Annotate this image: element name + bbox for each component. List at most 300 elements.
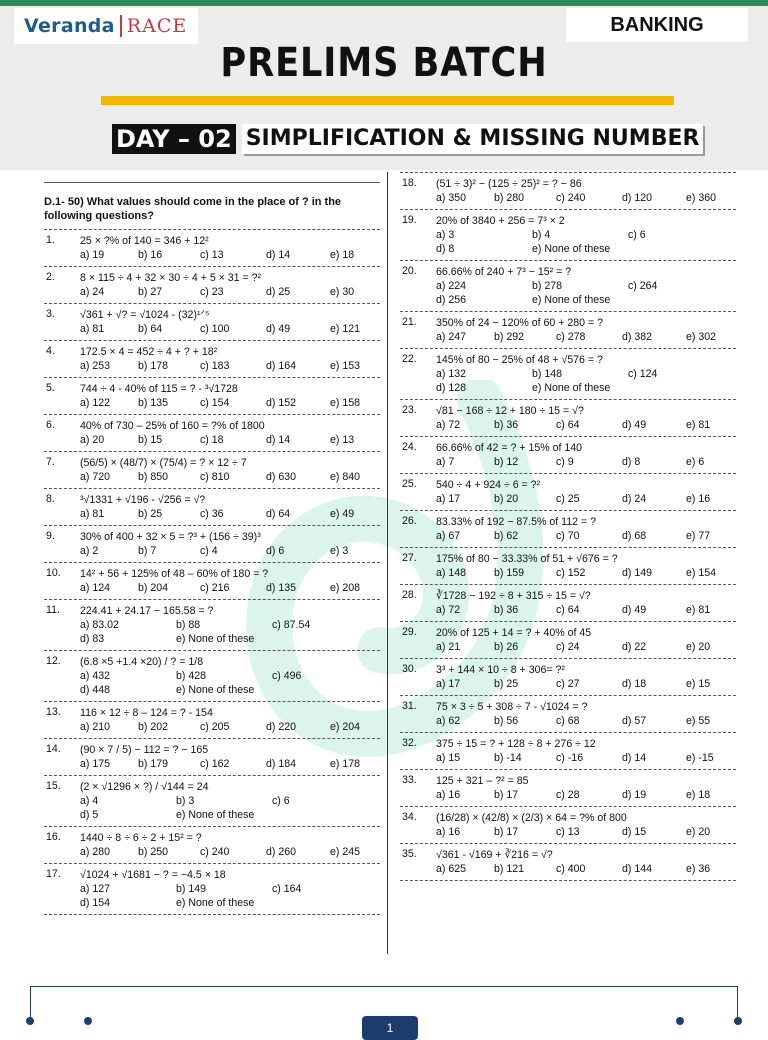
- answer-option: d) 68: [622, 530, 647, 542]
- question-number: 15.: [46, 780, 61, 792]
- day-label: DAY – 02: [112, 124, 236, 154]
- question-text: √81 − 168 ÷ 12 + 180 ÷ 15 = √?: [436, 405, 584, 417]
- answer-options: [80, 433, 380, 447]
- answer-option: d) 8: [436, 243, 455, 255]
- answer-options: [436, 566, 736, 580]
- answer-option: c) 240: [556, 192, 586, 204]
- answer-option: c) 164: [272, 883, 302, 895]
- answer-option: c) 810: [200, 471, 230, 483]
- answer-option: d) 5: [80, 809, 99, 821]
- answer-option: a) 224: [436, 280, 467, 292]
- question-text: 175% of 80 − 33.33% of 51 + √676 = ?: [436, 553, 618, 565]
- question-text: 145% of 80 − 25% of 48 + √576 = ?: [436, 354, 603, 366]
- question-item: [400, 696, 736, 733]
- question-item: [44, 702, 380, 739]
- question-item: [44, 600, 380, 651]
- answer-option: c) 183: [200, 360, 230, 372]
- answer-option: b) 4: [532, 229, 551, 241]
- answer-option: d) 448: [80, 684, 111, 696]
- question-text: (90 × 7 / 5) − 112 = ? − 165: [80, 744, 209, 756]
- answer-option: c) 154: [200, 397, 230, 409]
- answer-option: b) 179: [138, 758, 169, 770]
- question-number: 24.: [402, 441, 417, 453]
- question-number: 19.: [402, 214, 417, 226]
- answer-options: [436, 640, 736, 654]
- answer-options: [436, 529, 736, 543]
- answer-option: a) 253: [80, 360, 111, 372]
- answer-option: e) 178: [330, 758, 361, 770]
- answer-options: [80, 757, 380, 771]
- question-item: [400, 349, 736, 400]
- answer-options: [80, 618, 380, 646]
- answer-options: [80, 794, 380, 822]
- answer-option: a) 81: [80, 323, 105, 335]
- question-text: (2 × √1296 × ?) / √144 = 24: [80, 781, 209, 793]
- answer-option: a) 625: [436, 863, 467, 875]
- answer-option: c) 240: [200, 846, 230, 858]
- answer-option: b) 17: [494, 826, 519, 838]
- answer-option: e) 55: [686, 715, 711, 727]
- answer-option: c) 18: [200, 434, 224, 446]
- question-item: [44, 230, 380, 267]
- question-number: 2.: [46, 271, 55, 283]
- question-number: 30.: [402, 663, 417, 675]
- answer-option: d) 154: [80, 897, 111, 909]
- answer-option: a) 81: [80, 508, 105, 520]
- answer-option: c) 496: [272, 670, 302, 682]
- question-item: [44, 827, 380, 864]
- answer-option: b) 148: [532, 368, 563, 380]
- answer-option: e) None of these: [176, 684, 255, 696]
- question-number: 35.: [402, 848, 417, 860]
- answer-option: b) 292: [494, 331, 525, 343]
- question-item: [44, 489, 380, 526]
- answer-option: d) 120: [622, 192, 653, 204]
- question-item: [44, 526, 380, 563]
- question-text: 66.66% of 42 = ? + 15% of 140: [436, 442, 583, 454]
- answer-option: a) 20: [80, 434, 105, 446]
- answer-options: [436, 330, 736, 344]
- answer-options: [80, 248, 380, 262]
- answer-options: [80, 882, 380, 910]
- question-text: 25 × ?% of 140 = 346 + 12²: [80, 235, 209, 247]
- page-number: 1: [362, 1016, 418, 1040]
- question-text: 40% of 730 – 25% of 160 = ?% of 1800: [80, 420, 265, 432]
- answer-options: [436, 228, 736, 256]
- question-item: [400, 733, 736, 770]
- question-text: (6.8 ×5 +1.4 ×20) / ? = 1/8: [80, 656, 204, 668]
- right-question-list: [400, 172, 736, 881]
- answer-option: a) 122: [80, 397, 111, 409]
- answer-option: a) 148: [436, 567, 467, 579]
- answer-options: [80, 845, 380, 859]
- question-text: 83.33% of 192 − 87.5% of 112 = ?: [436, 516, 597, 528]
- answer-option: a) 72: [436, 604, 461, 616]
- logo-veranda-text: Veranda: [24, 15, 115, 37]
- answer-option: d) 14: [266, 249, 291, 261]
- answer-options: [436, 825, 736, 839]
- answer-option: c) 4: [200, 545, 218, 557]
- page-title: PRELIMS BATCH: [220, 40, 548, 86]
- answer-option: b) 204: [138, 582, 169, 594]
- answer-option: b) 202: [138, 721, 169, 733]
- question-text: 75 × 3 ÷ 5 + 308 ÷ 7 - √1024 = ?: [436, 701, 588, 713]
- answer-options: [436, 418, 736, 432]
- answer-options: [80, 507, 380, 521]
- answer-option: b) 280: [494, 192, 525, 204]
- question-number: 5.: [46, 382, 55, 394]
- answer-option: a) 432: [80, 670, 111, 682]
- answer-option: e) None of these: [532, 243, 611, 255]
- question-text: 540 ÷ 4 + 924 ÷ 6 = ?²: [436, 479, 541, 491]
- answer-option: c) 100: [200, 323, 230, 335]
- question-number: 23.: [402, 404, 417, 416]
- question-text: 744 ÷ 4 - 40% of 115 = ? - ³√1728: [80, 383, 238, 395]
- answer-option: e) 36: [686, 863, 711, 875]
- answer-option: e) 208: [330, 582, 361, 594]
- answer-option: e) 154: [686, 567, 717, 579]
- answer-options: [80, 669, 380, 697]
- answer-options: [436, 677, 736, 691]
- answer-option: e) 13: [330, 434, 355, 446]
- question-item: [44, 304, 380, 341]
- question-item: [400, 511, 736, 548]
- answer-options: [436, 603, 736, 617]
- answer-option: d) 57: [622, 715, 647, 727]
- question-item: [400, 807, 736, 844]
- answer-option: c) 70: [556, 530, 580, 542]
- answer-option: e) 204: [330, 721, 361, 733]
- answer-option: a) 124: [80, 582, 111, 594]
- answer-option: c) 205: [200, 721, 230, 733]
- answer-option: d) 49: [622, 419, 647, 431]
- question-item: [400, 844, 736, 881]
- answer-option: a) 720: [80, 471, 111, 483]
- answer-option: e) 158: [330, 397, 361, 409]
- question-item: [44, 415, 380, 452]
- answer-options: [80, 359, 380, 373]
- answer-option: e) 245: [330, 846, 361, 858]
- question-text: 8 × 115 ÷ 4 + 32 × 30 ÷ 4 + 5 × 31 = ?²: [80, 272, 262, 284]
- answer-option: c) 64: [556, 419, 580, 431]
- answer-option: b) -14: [494, 752, 522, 764]
- answer-option: c) 9: [556, 456, 574, 468]
- question-text: 350% of 24 − 120% of 60 + 280 = ?: [436, 317, 603, 329]
- answer-option: a) 19: [80, 249, 105, 261]
- answer-option: c) 6: [628, 229, 646, 241]
- answer-option: d) 25: [266, 286, 291, 298]
- answer-option: a) 15: [436, 752, 461, 764]
- answer-option: e) 77: [686, 530, 711, 542]
- question-item: [400, 548, 736, 585]
- answer-option: e) 20: [686, 826, 711, 838]
- answer-option: e) 18: [330, 249, 355, 261]
- answer-option: d) 164: [266, 360, 297, 372]
- answer-option: a) 16: [436, 789, 461, 801]
- answer-option: e) None of these: [176, 633, 255, 645]
- question-text: 172.5 × 4 = 452 ÷ 4 + ? + 18²: [80, 346, 218, 358]
- answer-option: b) 428: [176, 670, 207, 682]
- answer-option: a) 67: [436, 530, 461, 542]
- answer-option: c) 36: [200, 508, 224, 520]
- question-number: 4.: [46, 345, 55, 357]
- question-number: 20.: [402, 265, 417, 277]
- question-number: 21.: [402, 316, 417, 328]
- answer-option: d) 149: [622, 567, 653, 579]
- answer-option: e) 16: [686, 493, 711, 505]
- answer-option: a) 247: [436, 331, 467, 343]
- answer-option: b) 25: [138, 508, 163, 520]
- answer-option: c) 64: [556, 604, 580, 616]
- question-number: 14.: [46, 743, 61, 755]
- answer-option: b) 36: [494, 604, 519, 616]
- answer-option: d) 220: [266, 721, 297, 733]
- answer-option: a) 4: [80, 795, 99, 807]
- answer-options: [436, 191, 736, 205]
- answer-option: a) 21: [436, 641, 461, 653]
- answer-option: d) 49: [266, 323, 291, 335]
- answer-option: d) 22: [622, 641, 647, 653]
- answer-option: b) 88: [176, 619, 201, 631]
- answer-options: [80, 285, 380, 299]
- question-item: [400, 400, 736, 437]
- topic-label: SIMPLIFICATION & MISSING NUMBER: [242, 124, 704, 154]
- answer-option: e) 153: [330, 360, 361, 372]
- question-text: 125 + 321 – ?² = 85: [436, 775, 529, 787]
- answer-option: c) 23: [200, 286, 224, 298]
- answer-options: [80, 396, 380, 410]
- answer-option: d) 128: [436, 382, 467, 394]
- question-number: 3.: [46, 308, 55, 320]
- question-number: 32.: [402, 737, 417, 749]
- question-item: [400, 261, 736, 312]
- question-item: [400, 474, 736, 511]
- answer-option: e) 30: [330, 286, 355, 298]
- answer-option: c) 13: [200, 249, 224, 261]
- answer-option: c) 24: [556, 641, 580, 653]
- question-number: 16.: [46, 831, 61, 843]
- question-number: 34.: [402, 811, 417, 823]
- answer-option: b) 121: [494, 863, 525, 875]
- question-number: 6.: [46, 419, 55, 431]
- question-number: 7.: [46, 456, 55, 468]
- answer-option: b) 159: [494, 567, 525, 579]
- answer-option: a) 83.02: [80, 619, 119, 631]
- answer-option: d) 382: [622, 331, 653, 343]
- answer-option: a) 7: [436, 456, 455, 468]
- answer-option: d) 19: [622, 789, 647, 801]
- answer-option: e) 49: [330, 508, 355, 520]
- question-number: 26.: [402, 515, 417, 527]
- answer-option: c) 6: [272, 795, 290, 807]
- answer-option: c) 87.54: [272, 619, 311, 631]
- answer-option: c) 278: [556, 331, 586, 343]
- answer-option: c) -16: [556, 752, 584, 764]
- question-item: [44, 864, 380, 915]
- question-number: 12.: [46, 655, 61, 667]
- question-number: 8.: [46, 493, 55, 505]
- answer-option: e) None of these: [532, 294, 611, 306]
- question-text: (16/28) × (42/8) × (2/3) × 64 = ?% of 800: [436, 812, 627, 824]
- answer-options: [80, 581, 380, 595]
- question-text: ∛1728 − 192 ÷ 8 + 315 ÷ 15 = √?: [436, 590, 591, 602]
- question-item: [44, 452, 380, 489]
- answer-option: a) 17: [436, 493, 461, 505]
- answer-option: a) 3: [436, 229, 455, 241]
- answer-option: e) 3: [330, 545, 349, 557]
- question-item: [44, 378, 380, 415]
- answer-options: [80, 322, 380, 336]
- question-text: √361 + √? = √1024 - (32)¹ᐟ⁵: [80, 309, 210, 321]
- answer-option: b) 3: [176, 795, 195, 807]
- brand-logo: [14, 8, 198, 44]
- left-question-list: [44, 230, 380, 915]
- question-text: 1440 ÷ 8 ÷ 6 ÷ 2 + 15² = ?: [80, 832, 202, 844]
- answer-option: e) 18: [686, 789, 711, 801]
- question-text: 20% of 3840 + 256 = 7³ × 2: [436, 215, 565, 227]
- answer-option: e) 840: [330, 471, 361, 483]
- answer-option: e) 81: [686, 419, 711, 431]
- answer-options: [436, 751, 736, 765]
- answer-option: c) 68: [556, 715, 580, 727]
- right-column: [400, 172, 736, 881]
- answer-option: e) 121: [330, 323, 361, 335]
- answer-option: b) 149: [176, 883, 207, 895]
- answer-option: b) 850: [138, 471, 169, 483]
- answer-option: d) 64: [266, 508, 291, 520]
- answer-option: d) 152: [266, 397, 297, 409]
- answer-option: c) 124: [628, 368, 658, 380]
- answer-option: a) 132: [436, 368, 467, 380]
- subject-label: BANKING: [566, 8, 748, 42]
- question-text: 224.41 + 24.17 − 165.58 = ?: [80, 605, 214, 617]
- question-number: 1.: [46, 234, 55, 246]
- answer-option: d) 83: [80, 633, 105, 645]
- answer-option: e) 302: [686, 331, 717, 343]
- answer-options: [80, 720, 380, 734]
- answer-option: a) 24: [80, 286, 105, 298]
- answer-option: e) 6: [686, 456, 705, 468]
- answer-option: b) 178: [138, 360, 169, 372]
- left-column: [44, 172, 380, 915]
- question-text: 116 × 12 ÷ 8 – 124 = ? - 154: [80, 707, 213, 719]
- question-item: [44, 563, 380, 600]
- answer-option: a) 127: [80, 883, 111, 895]
- question-text: √361 - √169 + ∛216 = √?: [436, 849, 553, 861]
- answer-option: b) 278: [532, 280, 563, 292]
- answer-option: e) 360: [686, 192, 717, 204]
- question-text: 14² + 56 + 125% of 48 – 60% of 180 = ?: [80, 568, 269, 580]
- answer-option: b) 25: [494, 678, 519, 690]
- top-accent-bar: [0, 0, 768, 6]
- answer-options: [436, 788, 736, 802]
- answer-option: e) 20: [686, 641, 711, 653]
- answer-option: b) 12: [494, 456, 519, 468]
- answer-option: b) 250: [138, 846, 169, 858]
- answer-option: a) 210: [80, 721, 111, 733]
- answer-option: a) 72: [436, 419, 461, 431]
- question-number: 33.: [402, 774, 417, 786]
- question-number: 22.: [402, 353, 417, 365]
- question-text: 3³ + 144 × 10 ÷ 8 + 306= ?²: [436, 664, 565, 676]
- answer-options: [80, 470, 380, 484]
- answer-option: e) None of these: [176, 809, 255, 821]
- question-text: 30% of 400 + 32 × 5 = ?³ + (156 ÷ 39)³: [80, 531, 261, 543]
- answer-option: d) 256: [436, 294, 467, 306]
- question-item: [44, 776, 380, 827]
- logo-race-text: RACE: [126, 15, 188, 37]
- question-item: [400, 210, 736, 261]
- answer-option: b) 26: [494, 641, 519, 653]
- question-item: [400, 312, 736, 349]
- answer-option: c) 400: [556, 863, 586, 875]
- answer-option: b) 7: [138, 545, 157, 557]
- question-number: 18.: [402, 177, 417, 189]
- answer-option: d) 135: [266, 582, 297, 594]
- answer-option: b) 15: [138, 434, 163, 446]
- answer-option: e) 81: [686, 604, 711, 616]
- answer-option: d) 14: [266, 434, 291, 446]
- question-item: [400, 172, 736, 210]
- answer-option: c) 216: [200, 582, 230, 594]
- answer-option: a) 2: [80, 545, 99, 557]
- answer-options: [436, 367, 736, 395]
- answer-option: e) 15: [686, 678, 711, 690]
- question-number: 9.: [46, 530, 55, 542]
- answer-option: b) 62: [494, 530, 519, 542]
- question-item: [44, 341, 380, 378]
- answer-option: b) 64: [138, 323, 163, 335]
- question-item: [400, 585, 736, 622]
- answer-option: d) 184: [266, 758, 297, 770]
- answer-option: d) 630: [266, 471, 297, 483]
- question-number: 17.: [46, 868, 61, 880]
- question-item: [44, 739, 380, 776]
- answer-option: b) 20: [494, 493, 519, 505]
- logo-separator: [120, 15, 122, 37]
- answer-option: b) 135: [138, 397, 169, 409]
- answer-option: b) 17: [494, 789, 519, 801]
- answer-option: a) 16: [436, 826, 461, 838]
- question-item: [44, 267, 380, 304]
- question-number: 29.: [402, 626, 417, 638]
- question-number: 25.: [402, 478, 417, 490]
- question-item: [44, 651, 380, 702]
- answer-option: c) 25: [556, 493, 580, 505]
- answer-options: [436, 714, 736, 728]
- answer-option: c) 162: [200, 758, 230, 770]
- question-item: [400, 437, 736, 474]
- answer-option: d) 144: [622, 863, 653, 875]
- question-text: 375 ÷ 15 = ? + 128 ÷ 8 + 276 ÷ 12: [436, 738, 596, 750]
- question-text: 66.66% of 240 + 7³ − 15² = ?: [436, 266, 572, 278]
- answer-option: a) 280: [80, 846, 111, 858]
- question-text: 20% of 125 + 14 = ? + 40% of 45: [436, 627, 592, 639]
- answer-option: c) 27: [556, 678, 580, 690]
- answer-option: d) 6: [266, 545, 285, 557]
- answer-option: d) 260: [266, 846, 297, 858]
- answer-option: d) 8: [622, 456, 641, 468]
- question-text: (56/5) × (48/7) × (75/4) = ? × 12 ÷ 7: [80, 457, 247, 469]
- answer-option: a) 17: [436, 678, 461, 690]
- answer-option: d) 49: [622, 604, 647, 616]
- answer-option: d) 15: [622, 826, 647, 838]
- answer-option: a) 350: [436, 192, 467, 204]
- question-number: 11.: [46, 604, 60, 616]
- instructions: D.1- 50) What values should come in the place of ? in the following questions?: [44, 182, 380, 230]
- answer-option: a) 62: [436, 715, 461, 727]
- answer-options: [436, 862, 736, 876]
